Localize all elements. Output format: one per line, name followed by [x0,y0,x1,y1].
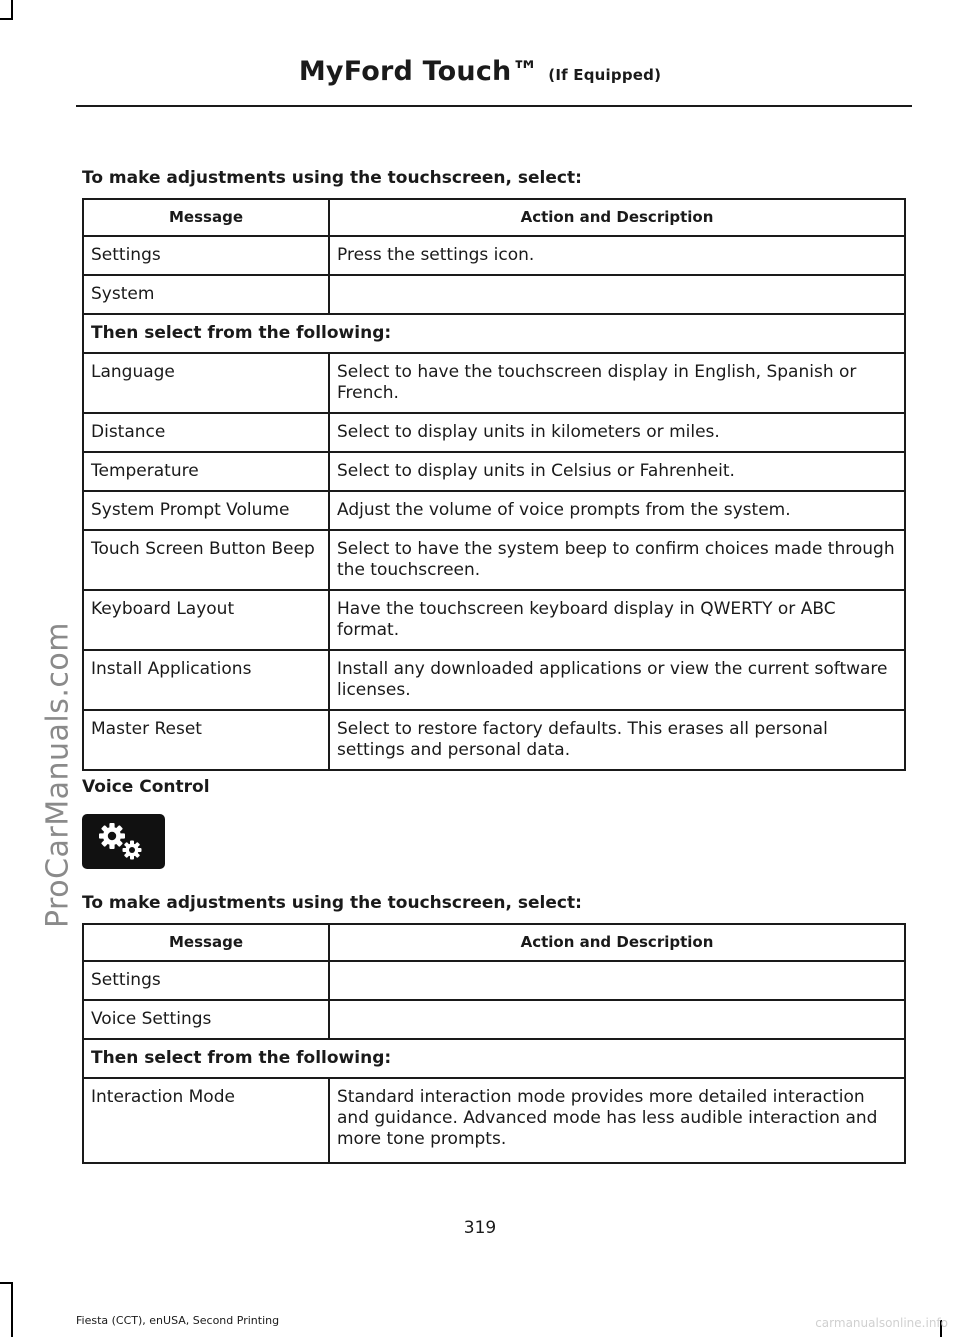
message-cell: Language [83,353,329,413]
table-row [83,590,905,650]
table-row [83,1078,905,1163]
column-header-action: Action and Description [329,924,905,961]
message-cell: Settings [83,961,329,1000]
page-number: 319 [463,1218,497,1238]
message-cell: Temperature [83,452,329,491]
message-cell: System [83,275,329,314]
then-select-cell: Then select from the following: [83,314,905,353]
crop-mark [11,0,13,18]
action-cell: Press the settings icon. [329,236,905,275]
table-header-row [83,199,905,236]
table-row [83,530,905,590]
crop-mark [11,1282,13,1337]
section2-intro: To make adjustments using the touchscreen, select: [82,893,582,913]
section-heading-voice-control: Voice Control [82,777,210,797]
message-cell: Voice Settings [83,1000,329,1039]
table-header-row [83,924,905,961]
action-cell: Install any downloaded applications or view the current software licenses. [329,650,905,710]
page-header [0,56,960,87]
action-cell: Select to display units in kilometers or miles. [329,413,905,452]
action-cell: Select to restore factory defaults. This erases all personal settings and personal data. [329,710,905,770]
action-cell: Have the touchscreen keyboard display in QWERTY or ABC format. [329,590,905,650]
crop-mark [0,1282,13,1284]
message-cell: Interaction Mode [83,1078,329,1163]
table-row [83,491,905,530]
column-header-message: Message [83,924,329,961]
message-cell: Keyboard Layout [83,590,329,650]
action-cell: Select to have the system beep to confirm choices made through the touchscreen. [329,530,905,590]
action-cell: Select to have the touchscreen display in English, Spanish or French. [329,353,905,413]
table-row [83,710,905,770]
action-cell: Adjust the volume of voice prompts from the system. [329,491,905,530]
bottom-watermark: carmanualsonline.info [815,1316,948,1330]
action-cell [329,275,905,314]
table-row [83,236,905,275]
settings-table-voice [82,923,906,1164]
message-cell: System Prompt Volume [83,491,329,530]
footer-text: Fiesta (CCT), enUSA, Second Printing [76,1314,280,1327]
table-row [83,413,905,452]
header-title: MyFord Touch™ [298,56,539,87]
settings-gears-icon [82,814,165,869]
table-row [83,275,905,314]
message-cell: Master Reset [83,710,329,770]
column-header-message: Message [83,199,329,236]
message-cell: Distance [83,413,329,452]
gears-icon [82,814,165,869]
message-cell: Install Applications [83,650,329,710]
table-row [83,452,905,491]
message-cell: Touch Screen Button Beep [83,530,329,590]
settings-table-system [82,198,906,771]
table-row [83,961,905,1000]
action-cell: Standard interaction mode provides more detailed interaction and guidance. Advanced mode has less audible interaction and more tone prompts. [329,1078,905,1163]
action-cell: Select to display units in Celsius or Fahrenheit. [329,452,905,491]
table-row [83,314,905,353]
column-header-action: Action and Description [329,199,905,236]
table-row [83,650,905,710]
action-cell [329,961,905,1000]
section1-intro: To make adjustments using the touchscreen, select: [82,168,582,188]
table-row [83,353,905,413]
table-row [83,1039,905,1078]
then-select-cell: Then select from the following: [83,1039,905,1078]
side-watermark: ProCarManuals.com [40,621,76,929]
action-cell [329,1000,905,1039]
crop-mark [0,18,13,20]
message-cell: Settings [83,236,329,275]
header-rule [76,105,912,107]
table-row [83,1000,905,1039]
header-subtitle: (If Equipped) [548,66,662,84]
